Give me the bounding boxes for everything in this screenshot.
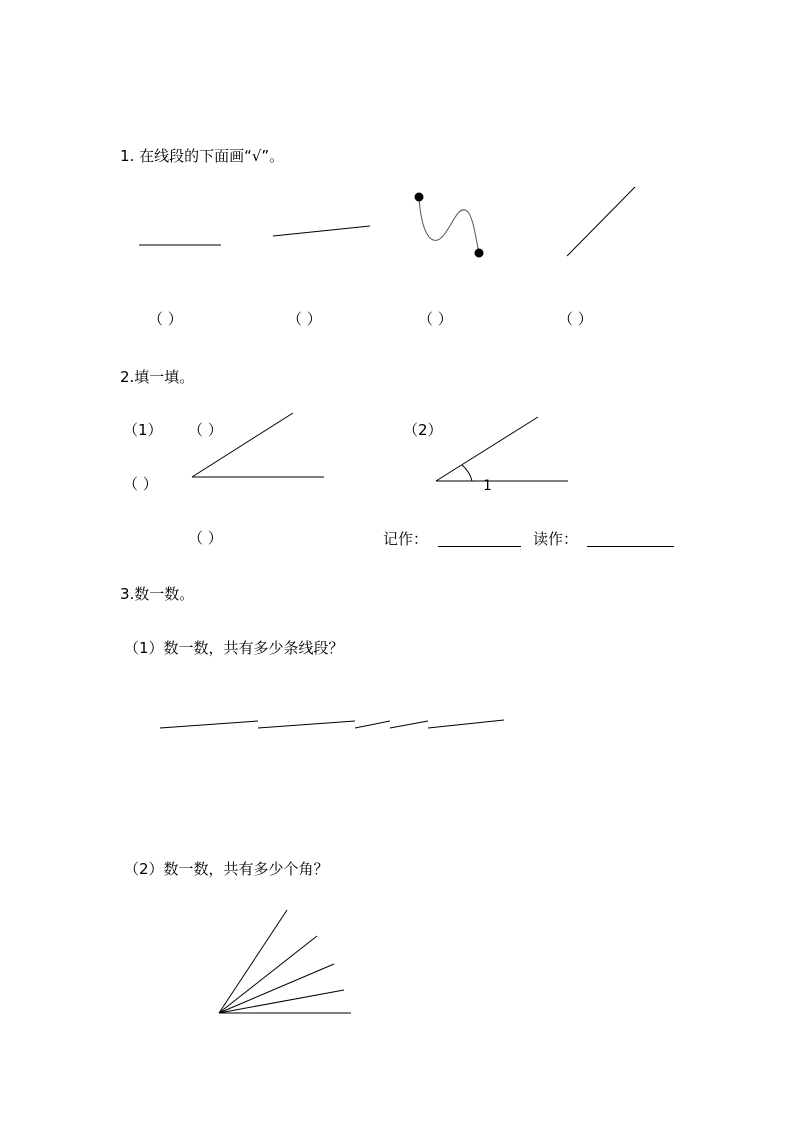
q3-title: 3.数一数。	[120, 585, 195, 603]
q2-part1-paren-bottom[interactable]: （ ）	[188, 529, 223, 547]
q2-part1-label: （1）	[123, 421, 163, 439]
q2-part2-label: （2）	[403, 421, 443, 439]
q2-part1-paren-ray[interactable]: （ ）	[188, 421, 223, 439]
q3-part1-text: （1）数一数，共有多少条线段？	[124, 639, 344, 657]
q3-ray-1	[219, 910, 287, 1013]
q2-part2-angle-mark: 1	[483, 478, 492, 494]
q2-part1-paren-vertex[interactable]: （ ）	[123, 475, 158, 493]
q1-answer-2[interactable]: （ ）	[287, 310, 322, 328]
q1-answer-3[interactable]: （ ）	[418, 310, 453, 328]
q1-title: 1. 在线段的下面画“√”。	[120, 147, 285, 165]
q3-ray-2	[219, 936, 317, 1013]
q1-answer-4[interactable]: （ ）	[558, 310, 593, 328]
q2-read-label: 读作：	[533, 530, 579, 548]
q3-ray-4	[219, 990, 344, 1013]
q3-ray-3	[219, 964, 334, 1013]
q1-answer-1[interactable]: （ ）	[148, 310, 183, 328]
q2-title: 2.填一填。	[120, 368, 195, 386]
q2-write-label: 记作：	[383, 530, 429, 548]
q3-part2-text: （2）数一数，共有多少个角？	[124, 860, 329, 878]
